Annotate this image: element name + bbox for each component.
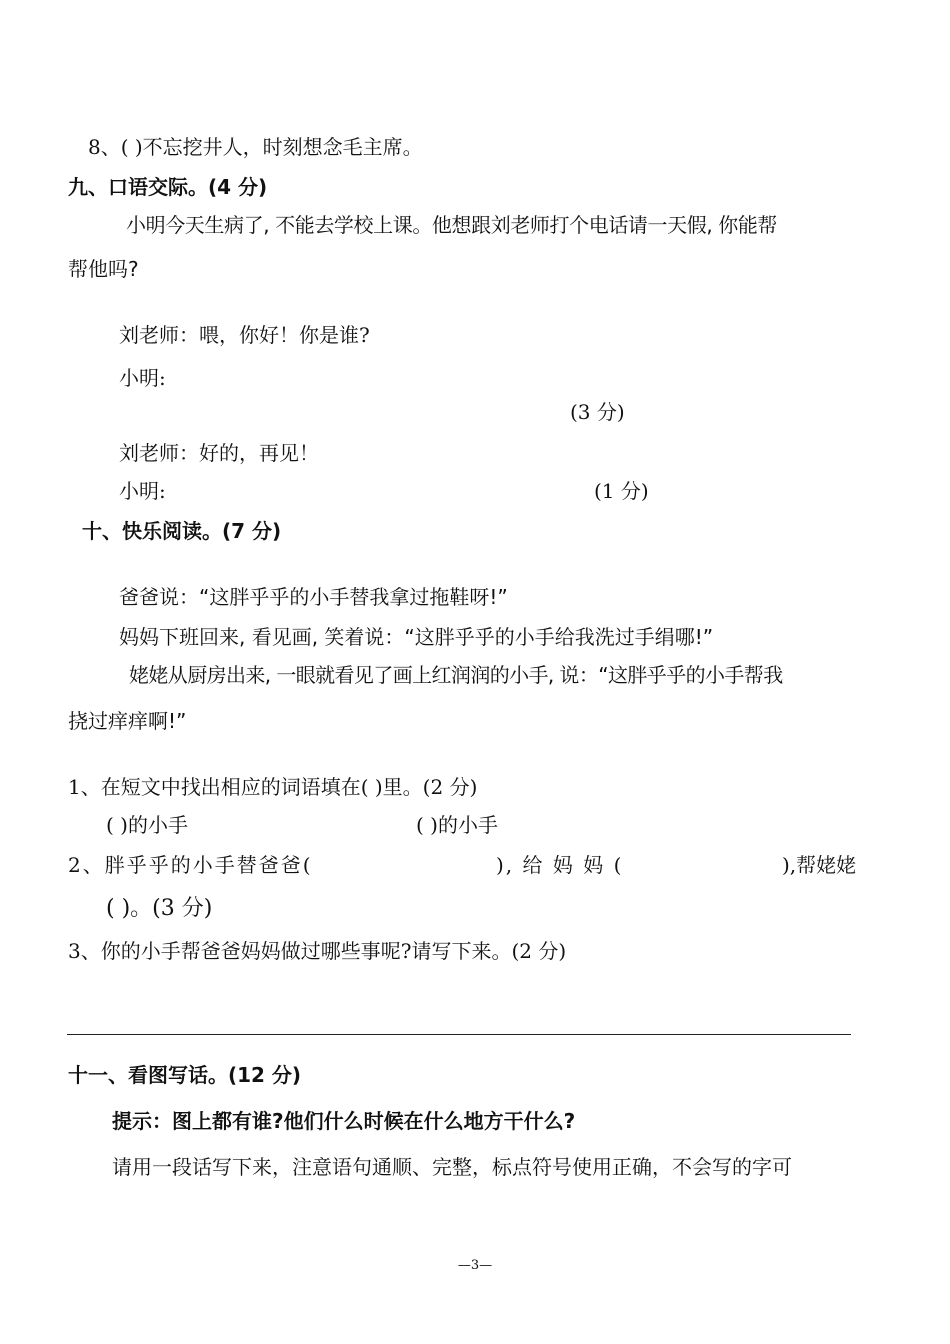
dialog-teacher-goodbye: 刘老师：好的，再见！ xyxy=(119,441,319,465)
page-number: —3— xyxy=(457,1258,493,1273)
reading-question-2-part-a: 2、胖乎乎的小手替爸爸( xyxy=(68,853,313,877)
dialog-xiaoming-goodbye: 小明: xyxy=(119,479,166,503)
dialog-xiaoming-reply: 小明: xyxy=(119,366,166,390)
section-9-intro-line2: 帮他吗? xyxy=(68,257,139,281)
reading-paragraph-2: 妈妈下班回来, 看见画, 笑着说：“这胖乎乎的小手给我洗过手绢哪!” xyxy=(119,625,714,649)
reading-question-1: 1、在短文中找出相应的词语填在( )里。(2 分) xyxy=(68,775,478,799)
reading-question-2-part-c: ),帮姥姥 xyxy=(782,853,857,877)
section-11-heading: 十一、看图写话。(12 分) xyxy=(68,1063,302,1087)
answer-line xyxy=(67,1034,851,1035)
reading-paragraph-1: 爸爸说：“这胖乎乎的小手替我拿过拖鞋呀!” xyxy=(119,585,508,609)
question-8-line: 8、( )不忘挖井人，时刻想念毛主席。 xyxy=(88,135,423,159)
section-10-heading: 十、快乐阅读。(7 分) xyxy=(82,519,282,543)
section-11-instruction: 请用一段话写下来，注意语句通顺、完整，标点符号使用正确，不会写的字可 xyxy=(112,1155,792,1179)
section-9-intro-line1: 小明今天生病了, 不能去学校上课。他想跟刘老师打个电话请一天假, 你能帮 xyxy=(126,213,778,237)
dialog-goodbye-score: (1 分) xyxy=(594,479,649,503)
section-9-heading: 九、口语交际。(4 分) xyxy=(68,175,268,199)
reading-question-2-line2: ( )。(3 分) xyxy=(106,896,213,921)
dialog-reply-score: (3 分) xyxy=(570,400,625,424)
reading-question-1-blank-a: ( )的小手 xyxy=(106,813,188,837)
section-11-hint: 提示：图上都有谁?他们什么时候在什么地方干什么? xyxy=(112,1109,576,1133)
reading-question-1-blank-b: ( )的小手 xyxy=(416,813,498,837)
reading-question-2-part-b: ), 给 妈 妈 ( xyxy=(496,853,624,877)
reading-paragraph-3-line2: 挠过痒痒啊!” xyxy=(68,709,187,733)
reading-paragraph-3-line1: 姥姥从厨房出来, 一眼就看见了画上红润润的小手, 说：“这胖乎乎的小手帮我 xyxy=(129,663,783,687)
dialog-teacher-greeting: 刘老师：喂，你好！你是谁? xyxy=(119,323,370,347)
reading-question-3: 3、你的小手帮爸爸妈妈做过哪些事呢?请写下来。(2 分) xyxy=(68,939,567,963)
